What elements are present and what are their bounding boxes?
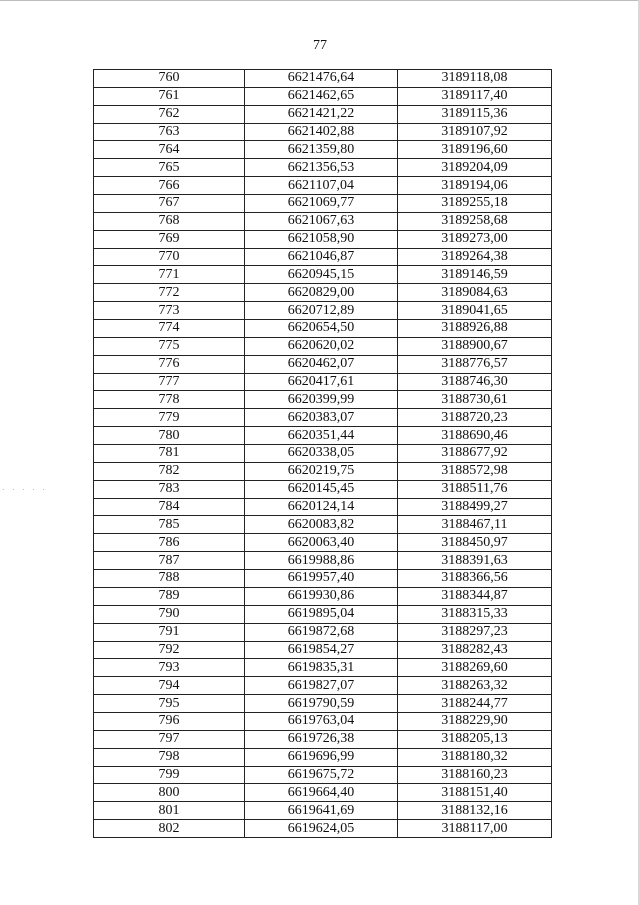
x-coordinate-cell: 6621402,88 (245, 123, 398, 141)
y-coordinate-cell: 3188730,61 (398, 391, 552, 409)
x-coordinate-cell: 6620654,50 (245, 320, 398, 338)
table-row (94, 266, 552, 284)
table-row (94, 462, 552, 480)
table-row (94, 677, 552, 695)
x-coordinate-cell: 6621107,04 (245, 177, 398, 195)
point-number-cell: 799 (94, 766, 245, 784)
point-number-cell: 794 (94, 677, 245, 695)
y-coordinate-cell: 3189204,09 (398, 159, 552, 177)
table-row (94, 498, 552, 516)
y-coordinate-cell: 3188366,56 (398, 570, 552, 588)
y-coordinate-cell: 3188263,32 (398, 677, 552, 695)
table-row (94, 623, 552, 641)
table-row (94, 337, 552, 355)
x-coordinate-cell: 6620338,05 (245, 445, 398, 463)
y-coordinate-cell: 3188151,40 (398, 784, 552, 802)
point-number-cell: 778 (94, 391, 245, 409)
table-row (94, 659, 552, 677)
point-number-cell: 796 (94, 712, 245, 730)
y-coordinate-cell: 3188391,63 (398, 552, 552, 570)
point-number-cell: 779 (94, 409, 245, 427)
y-coordinate-cell: 3189196,60 (398, 141, 552, 159)
x-coordinate-cell: 6619641,69 (245, 802, 398, 820)
table-row (94, 427, 552, 445)
y-coordinate-cell: 3189146,59 (398, 266, 552, 284)
x-coordinate-cell: 6620399,99 (245, 391, 398, 409)
point-number-cell: 774 (94, 320, 245, 338)
table-row (94, 641, 552, 659)
x-coordinate-cell: 6620145,45 (245, 480, 398, 498)
y-coordinate-cell: 3188160,23 (398, 766, 552, 784)
y-coordinate-cell: 3188746,30 (398, 373, 552, 391)
y-coordinate-cell: 3188926,88 (398, 320, 552, 338)
point-number-cell: 786 (94, 534, 245, 552)
point-number-cell: 768 (94, 212, 245, 230)
y-coordinate-cell: 3188776,57 (398, 355, 552, 373)
table-row (94, 159, 552, 177)
x-coordinate-cell: 6619872,68 (245, 623, 398, 641)
y-coordinate-cell: 3189084,63 (398, 284, 552, 302)
point-number-cell: 783 (94, 480, 245, 498)
y-coordinate-cell: 3188205,13 (398, 730, 552, 748)
x-coordinate-cell: 6619664,40 (245, 784, 398, 802)
y-coordinate-cell: 3188117,00 (398, 820, 552, 838)
y-coordinate-cell: 3189041,65 (398, 302, 552, 320)
x-coordinate-cell: 6621462,65 (245, 87, 398, 105)
y-coordinate-cell: 3188499,27 (398, 498, 552, 516)
table-row (94, 391, 552, 409)
point-number-cell: 767 (94, 195, 245, 213)
point-number-cell: 784 (94, 498, 245, 516)
point-number-cell: 790 (94, 605, 245, 623)
y-coordinate-cell: 3188690,46 (398, 427, 552, 445)
x-coordinate-cell: 6619895,04 (245, 605, 398, 623)
table-row (94, 212, 552, 230)
table-row (94, 302, 552, 320)
page-number: 77 (313, 38, 327, 53)
x-coordinate-cell: 6620124,14 (245, 498, 398, 516)
point-number-cell: 775 (94, 337, 245, 355)
point-number-cell: 760 (94, 70, 245, 88)
y-coordinate-cell: 3189273,00 (398, 230, 552, 248)
point-number-cell: 762 (94, 105, 245, 123)
point-number-cell: 765 (94, 159, 245, 177)
y-coordinate-cell: 3189115,36 (398, 105, 552, 123)
y-coordinate-cell: 3189258,68 (398, 212, 552, 230)
x-coordinate-cell: 6620417,61 (245, 373, 398, 391)
y-coordinate-cell: 3188269,60 (398, 659, 552, 677)
y-coordinate-cell: 3188315,33 (398, 605, 552, 623)
table-row (94, 552, 552, 570)
point-number-cell: 789 (94, 587, 245, 605)
x-coordinate-cell: 6620351,44 (245, 427, 398, 445)
y-coordinate-cell: 3188229,90 (398, 712, 552, 730)
table-row (94, 445, 552, 463)
point-number-cell: 797 (94, 730, 245, 748)
table-row (94, 695, 552, 713)
y-coordinate-cell: 3188297,23 (398, 623, 552, 641)
point-number-cell: 771 (94, 266, 245, 284)
point-number-cell: 791 (94, 623, 245, 641)
x-coordinate-cell: 6619854,27 (245, 641, 398, 659)
table-row (94, 195, 552, 213)
x-coordinate-cell: 6620219,75 (245, 462, 398, 480)
y-coordinate-cell: 3188180,32 (398, 748, 552, 766)
y-coordinate-cell: 3188344,87 (398, 587, 552, 605)
x-coordinate-cell: 6621476,64 (245, 70, 398, 88)
point-number-cell: 776 (94, 355, 245, 373)
table-row (94, 355, 552, 373)
x-coordinate-cell: 6619624,05 (245, 820, 398, 838)
point-number-cell: 764 (94, 141, 245, 159)
x-coordinate-cell: 6619957,40 (245, 570, 398, 588)
point-number-cell: 766 (94, 177, 245, 195)
x-coordinate-cell: 6619835,31 (245, 659, 398, 677)
point-number-cell: 788 (94, 570, 245, 588)
x-coordinate-cell: 6621069,77 (245, 195, 398, 213)
y-coordinate-cell: 3188677,92 (398, 445, 552, 463)
y-coordinate-cell: 3188282,43 (398, 641, 552, 659)
point-number-cell: 802 (94, 820, 245, 838)
point-number-cell: 780 (94, 427, 245, 445)
y-coordinate-cell: 3188572,98 (398, 462, 552, 480)
point-number-cell: 782 (94, 462, 245, 480)
x-coordinate-cell: 6621356,53 (245, 159, 398, 177)
y-coordinate-cell: 3189107,92 (398, 123, 552, 141)
table-row (94, 230, 552, 248)
table-row (94, 87, 552, 105)
y-coordinate-cell: 3188244,77 (398, 695, 552, 713)
point-number-cell: 793 (94, 659, 245, 677)
margin-scan-marks: · · · · · (2, 486, 48, 494)
table-row (94, 320, 552, 338)
x-coordinate-cell: 6619763,04 (245, 712, 398, 730)
table-row (94, 587, 552, 605)
point-number-cell: 772 (94, 284, 245, 302)
table-row (94, 123, 552, 141)
x-coordinate-cell: 6620063,40 (245, 534, 398, 552)
x-coordinate-cell: 6620383,07 (245, 409, 398, 427)
table-row (94, 480, 552, 498)
y-coordinate-cell: 3189255,18 (398, 195, 552, 213)
point-number-cell: 781 (94, 445, 245, 463)
y-coordinate-cell: 3188900,67 (398, 337, 552, 355)
y-coordinate-cell: 3188450,97 (398, 534, 552, 552)
table-row (94, 141, 552, 159)
table-row (94, 516, 552, 534)
x-coordinate-cell: 6619696,99 (245, 748, 398, 766)
table-row (94, 105, 552, 123)
y-coordinate-cell: 3188720,23 (398, 409, 552, 427)
y-coordinate-cell: 3189194,06 (398, 177, 552, 195)
x-coordinate-cell: 6621067,63 (245, 212, 398, 230)
table-row (94, 712, 552, 730)
point-number-cell: 769 (94, 230, 245, 248)
y-coordinate-cell: 3188511,76 (398, 480, 552, 498)
y-coordinate-cell: 3189264,38 (398, 248, 552, 266)
point-number-cell: 785 (94, 516, 245, 534)
x-coordinate-cell: 6620829,00 (245, 284, 398, 302)
scan-edge-top (0, 0, 640, 1)
coordinates-table-body (94, 70, 552, 838)
x-coordinate-cell: 6619790,59 (245, 695, 398, 713)
x-coordinate-cell: 6620462,07 (245, 355, 398, 373)
point-number-cell: 770 (94, 248, 245, 266)
x-coordinate-cell: 6620083,82 (245, 516, 398, 534)
point-number-cell: 795 (94, 695, 245, 713)
point-number-cell: 761 (94, 87, 245, 105)
x-coordinate-cell: 6620945,15 (245, 266, 398, 284)
y-coordinate-cell: 3189117,40 (398, 87, 552, 105)
y-coordinate-cell: 3188467,11 (398, 516, 552, 534)
table-row (94, 409, 552, 427)
table-row (94, 784, 552, 802)
table-row (94, 534, 552, 552)
point-number-cell: 800 (94, 784, 245, 802)
table-row (94, 605, 552, 623)
x-coordinate-cell: 6619726,38 (245, 730, 398, 748)
x-coordinate-cell: 6620712,89 (245, 302, 398, 320)
coordinates-table (93, 69, 552, 838)
x-coordinate-cell: 6619827,07 (245, 677, 398, 695)
table-row (94, 177, 552, 195)
x-coordinate-cell: 6619988,86 (245, 552, 398, 570)
table-row (94, 748, 552, 766)
table-row (94, 284, 552, 302)
table-row (94, 820, 552, 838)
table-row (94, 766, 552, 784)
point-number-cell: 773 (94, 302, 245, 320)
point-number-cell: 801 (94, 802, 245, 820)
point-number-cell: 763 (94, 123, 245, 141)
table-row (94, 70, 552, 88)
point-number-cell: 798 (94, 748, 245, 766)
point-number-cell: 777 (94, 373, 245, 391)
table-row (94, 802, 552, 820)
x-coordinate-cell: 6619930,86 (245, 587, 398, 605)
point-number-cell: 792 (94, 641, 245, 659)
table-row (94, 248, 552, 266)
table-row (94, 570, 552, 588)
y-coordinate-cell: 3188132,16 (398, 802, 552, 820)
x-coordinate-cell: 6620620,02 (245, 337, 398, 355)
table-row (94, 730, 552, 748)
point-number-cell: 787 (94, 552, 245, 570)
x-coordinate-cell: 6619675,72 (245, 766, 398, 784)
table-row (94, 373, 552, 391)
x-coordinate-cell: 6621058,90 (245, 230, 398, 248)
y-coordinate-cell: 3189118,08 (398, 70, 552, 88)
x-coordinate-cell: 6621359,80 (245, 141, 398, 159)
x-coordinate-cell: 6621046,87 (245, 248, 398, 266)
x-coordinate-cell: 6621421,22 (245, 105, 398, 123)
